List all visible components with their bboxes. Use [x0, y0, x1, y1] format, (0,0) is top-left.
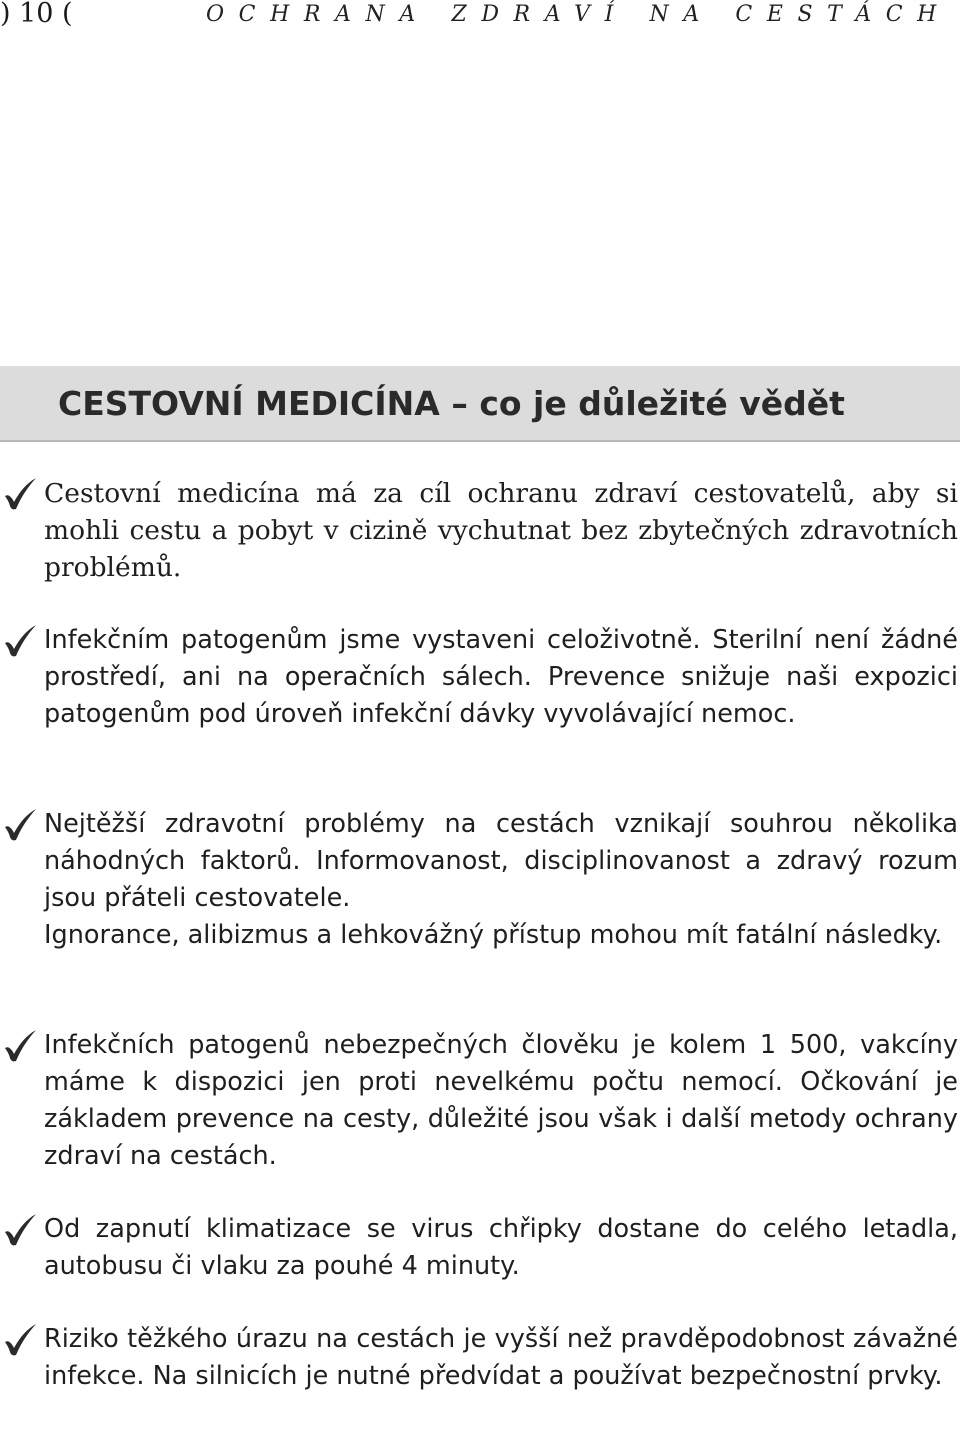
- checkmark-icon: [2, 1323, 38, 1357]
- page-header: [0, 0, 960, 34]
- bullet-text: Infekčním patogenům jsme vystaveni celoživotně. Sterilní není žádné prostředí, ani na operačních sálech. Prevence snižuje naši expozici patogenům pod úroveň infekční dávky vyvolávající nemoc.: [44, 625, 958, 729]
- checkmark-icon: [2, 477, 38, 511]
- bullet-text: [44, 806, 958, 954]
- section-title-rule: [0, 440, 960, 442]
- section-title: CESTOVNÍ MEDICÍNA – co je důležité vědět: [58, 384, 845, 423]
- checkmark-icon: [2, 1029, 38, 1063]
- bullet-text-part: Nejtěžší zdravotní problémy na cestách vznikají souhrou několika náhodných faktorů. Informovanost, disciplinovanost a zdravý rozum jsou přáteli cestovatele.: [44, 809, 958, 913]
- checkmark-icon: [2, 624, 38, 658]
- bullet-text: Cestovní medicína má za cíl ochranu zdraví cestovatelů, aby si mohli cestu a pobyt v cizině vychutnat bez zbytečných zdravotních problémů.: [44, 478, 958, 583]
- bullet-text-part: Ignorance, alibizmus a lehkovážný přístup mohou mít fatální následky.: [44, 920, 943, 950]
- bullet-text: Od zapnutí klimatizace se virus chřipky dostane do celého letadla, autobusu či vlaku za pouhé 4 minuty.: [44, 1214, 958, 1281]
- checkmark-icon: [2, 808, 38, 842]
- checkmark-icon: [2, 1213, 38, 1247]
- page-number: ) 10 (: [0, 0, 73, 29]
- bullet-text: Riziko těžkého úrazu na cestách je vyšší než pravděpodobnost závažné infekce. Na silnicích je nutné předvídat a používat bezpečnostní prvky.: [44, 1324, 958, 1391]
- running-title: OCHRANA ZDRAVÍ NA CESTÁCH: [206, 2, 951, 27]
- bullet-text: Infekčních patogenů nebezpečných člověku je kolem 1 500, vakcíny máme k dispozici jen proti nevelkému počtu nemocí. Očkování je základem prevence na cesty, důležité jsou však i další metody ochrany zdraví na cestách.: [44, 1030, 958, 1171]
